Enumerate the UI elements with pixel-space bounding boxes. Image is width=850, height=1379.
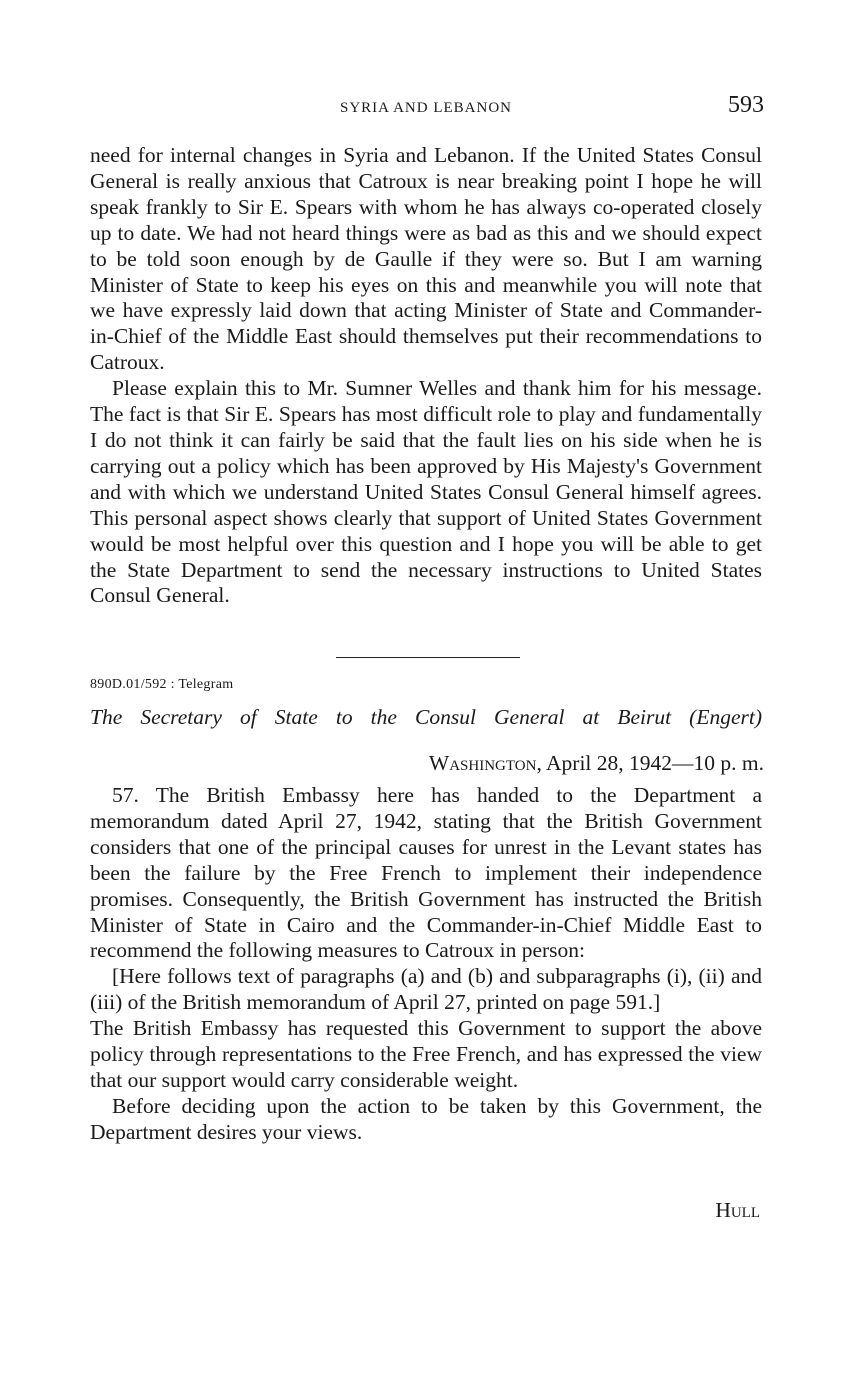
telegram-paragraph-4: Before deciding upon the action to be taken by this Government, the Department desires your views. [90,1093,762,1144]
telegram-paragraph-3: The British Embassy has requested this Government to support the above policy through representations to the Free French, and has expressed the view that our support would carry considerable weight. [90,1016,762,1092]
dateline-place: Washington [428,751,537,775]
running-header [90,92,762,122]
telegram-body [90,783,762,1146]
dateline-date: , April 28, 1942—10 p. m. [536,751,764,775]
continuation-paragraph-2: Please explain this to Mr. Sumner Welles and thank him for his message. The fact is that Sir E. Spears has most difficult role to play and fundamentally I do not think it can fairly be said that the fault lies on his side when he is carrying out a policy which has been approved by His Majesty's Government and with which we understand United States Consul General himself agrees. This personal aspect shows clearly that support of United States Government would be most helpful over this question and I hope you will be able to get the State Department to send the necessary instructions to United States Consul General. [90,376,762,608]
running-title: SYRIA AND LEBANON [339,100,512,116]
continuation-paragraph-1: need for internal changes in Syria and Lebanon. If the United States Consul General is really anxious that Catroux is near breaking point I hope he will speak frankly to Sir E. Spears with whom he has always co-operated closely up to date. We had not heard things were as bad as this and we should expect to be told soon enough by de Gaulle if they were so. But I am warning Minister of State to keep his eyes on this and meanwhile you will note that we have expressly laid down that acting Minister of State and Commander-in-Chief of the Middle East should themselves put their recommendations to Catroux. [90,143,762,375]
continuation-text [90,143,762,609]
document-heading: The Secretary of State to the Consul General at Beirut (Engert) [90,705,762,729]
page-number: 593 [728,92,764,118]
telegram-paragraph-1: 57. The British Embassy here has handed to the Department a memorandum dated April 27, 1942, stating that the British Government considers that one of the principal causes for unrest in the Levant states has been the failure by the Free French to implement their independence promises. Consequently, the British Government has instructed the British Minister of State in Cairo and the Commander-in-Chief Middle East to recommend the following measures to Catroux in person: [90,783,762,963]
signature: Hull [715,1198,760,1222]
telegram-paragraph-2: [Here follows text of paragraphs (a) and (b) and subparagraphs (i), (ii) and (iii) of the British memorandum of April 27, printed on page 591.] [90,964,762,1015]
section-divider [336,657,520,658]
file-reference: 890D.01/592 : Telegram [90,677,234,692]
dateline [429,751,764,776]
